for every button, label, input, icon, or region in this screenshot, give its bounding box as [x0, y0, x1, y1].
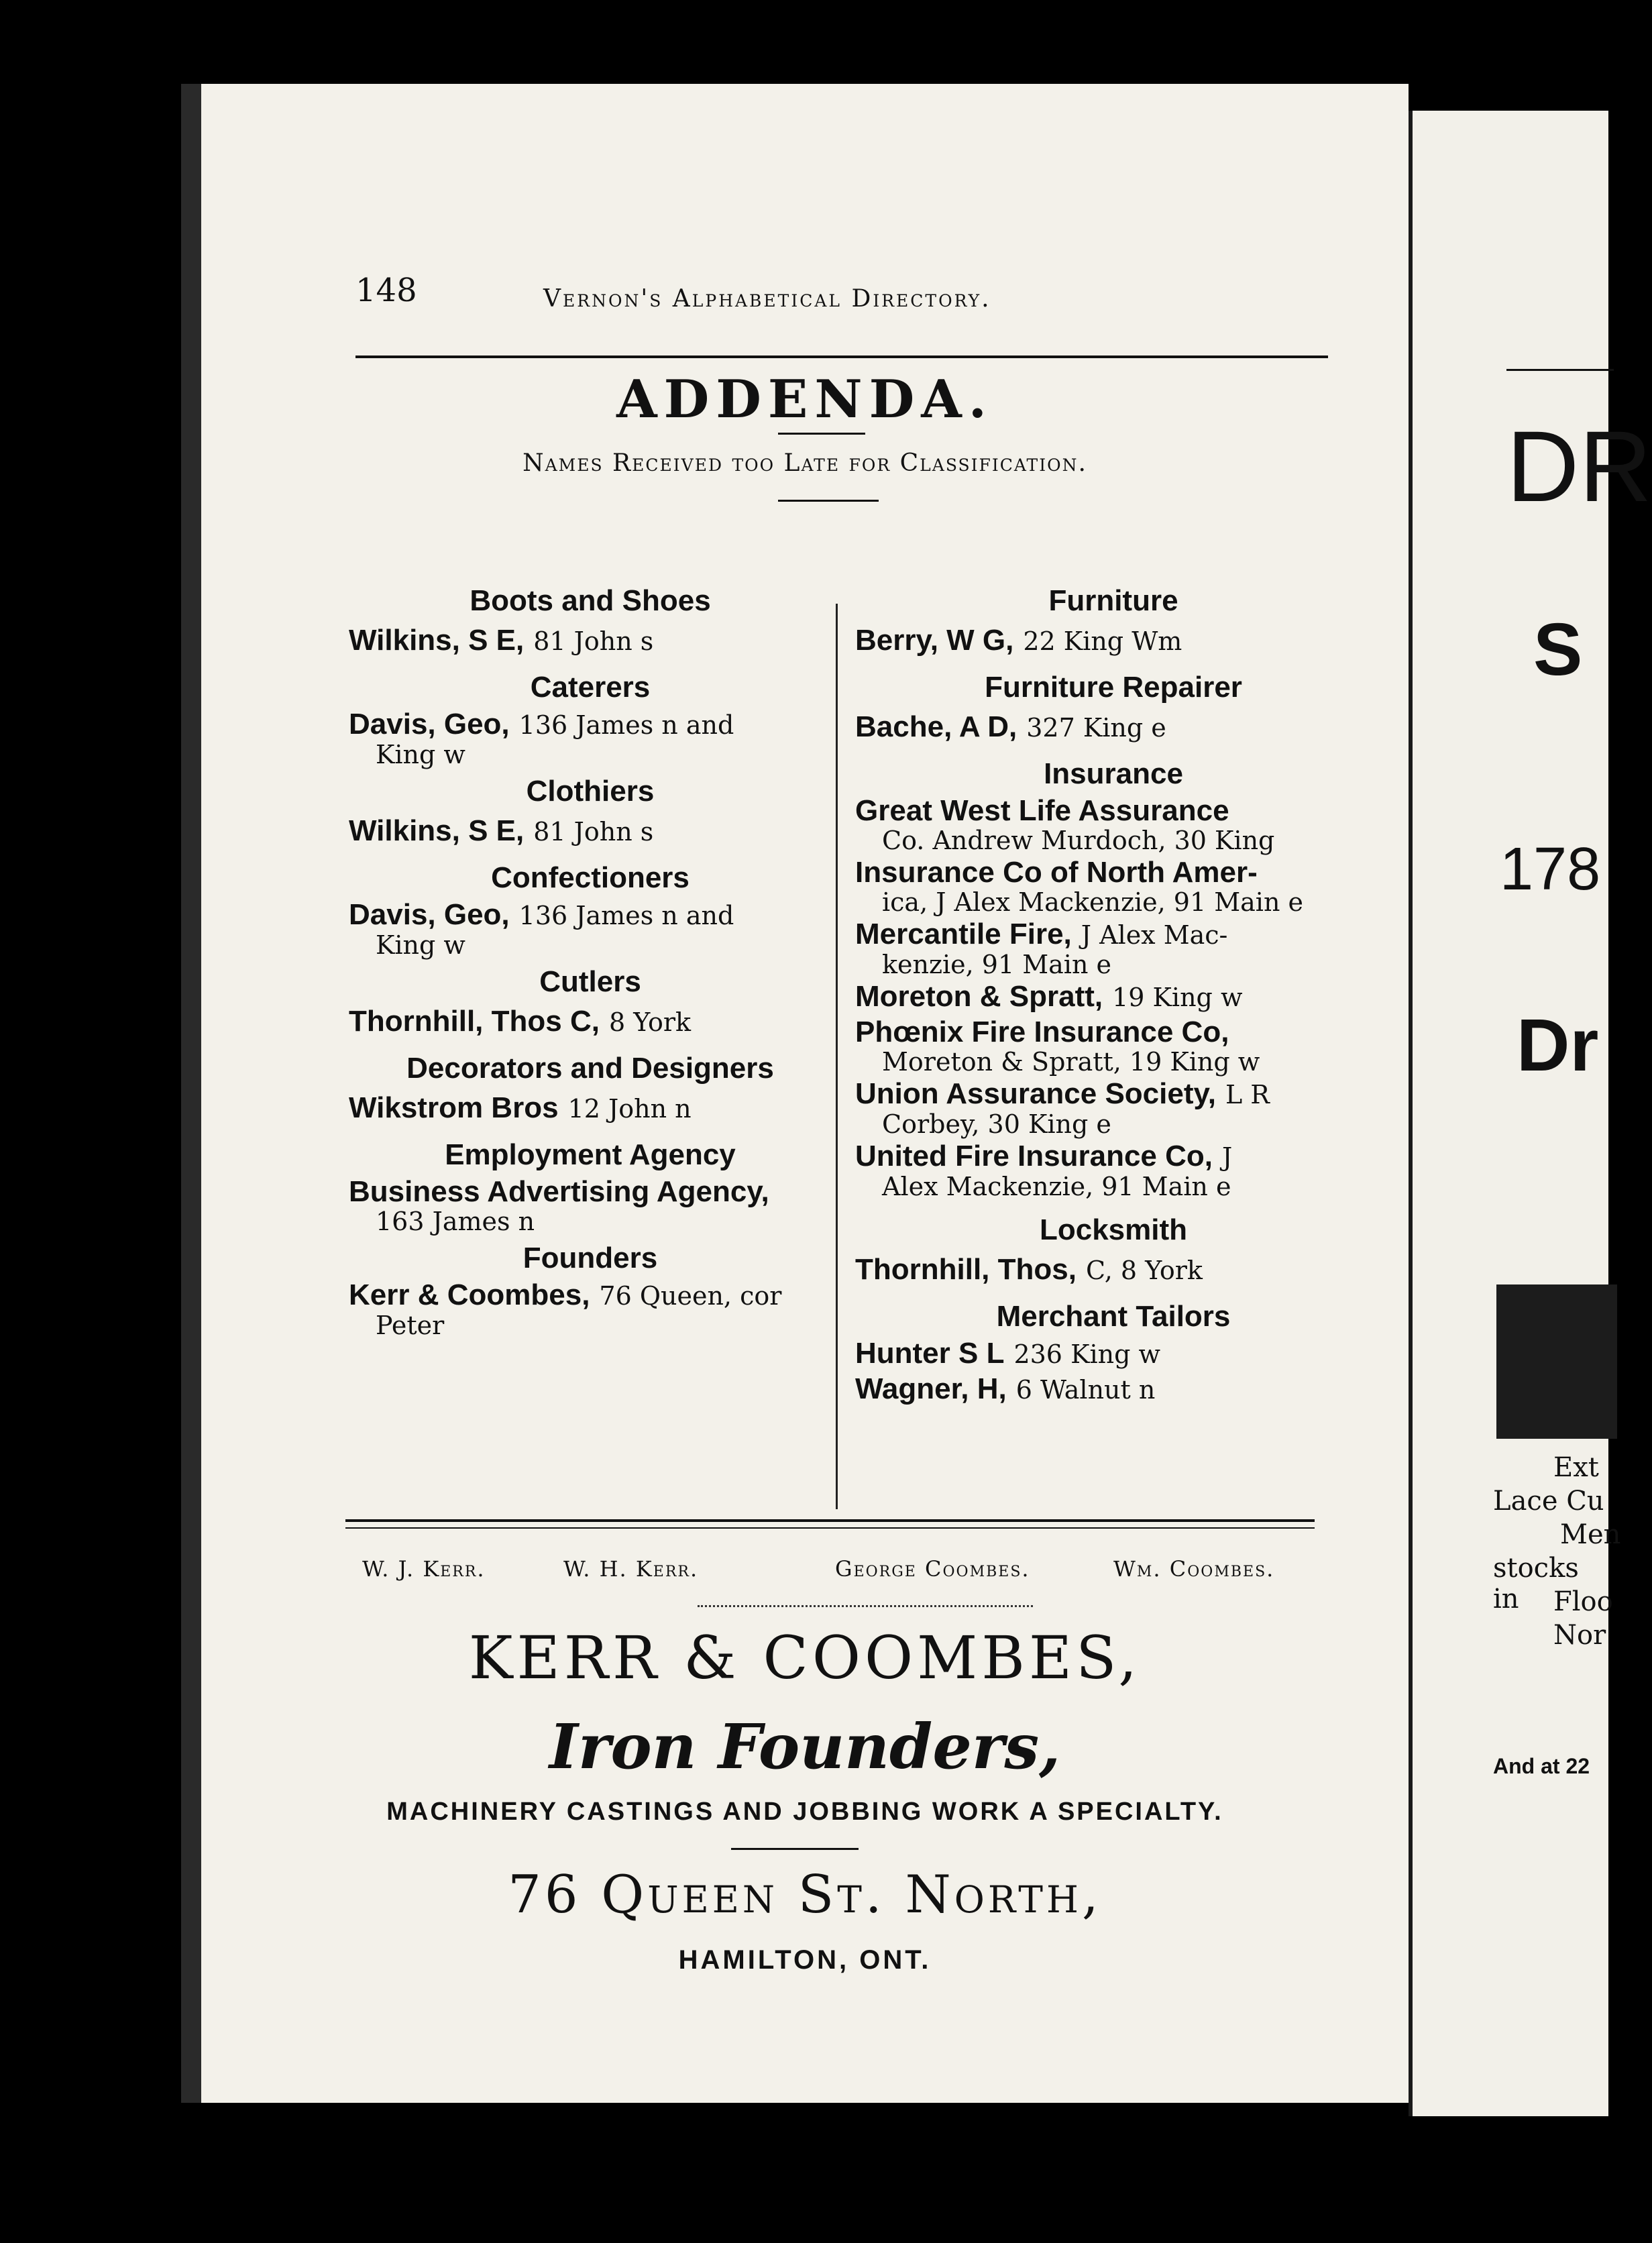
partner-name: W. J. Kerr. — [362, 1556, 486, 1582]
facing-page-text: DR — [1506, 410, 1652, 523]
directory-entry: Insurance Co of North Amer- ica, J Alex Mackenzie, 91 Main e — [855, 856, 1304, 917]
directory-entry: Davis, Geo, 136 James n and King w — [349, 898, 734, 960]
directory-entry: Bache, A D, 327 King e — [855, 710, 1166, 743]
facing-page-text: stocks in — [1493, 1553, 1579, 1615]
directory-entry: Mercantile Fire, J Alex Mac- kenzie, 91 Main e — [855, 918, 1228, 979]
category-heading: Furniture Repairer — [985, 671, 1242, 704]
directory-entry: Kerr & Coombes, 76 Queen, cor Peter — [349, 1278, 782, 1340]
directory-page — [201, 84, 1409, 2103]
directory-entry: Wilkins, S E, 81 John s — [349, 624, 654, 657]
dotted-rule — [698, 1605, 1033, 1607]
title-underline — [778, 433, 865, 435]
partner-name: W. H. Kerr. — [563, 1556, 699, 1582]
directory-entry: Moreton & Spratt, 19 King w — [855, 980, 1243, 1013]
advert-short-rule — [731, 1848, 859, 1850]
facing-page-text: S — [1533, 608, 1583, 691]
directory-entry: Great West Life Assurance Co. Andrew Murdoch, 30 King — [855, 794, 1275, 855]
right-column — [855, 580, 1372, 1409]
advert-top-rule-2 — [345, 1527, 1315, 1529]
facing-page-text: Men — [1560, 1519, 1621, 1550]
facing-page-text: Floo — [1553, 1586, 1613, 1617]
directory-entry: Wilkins, S E, 81 John s — [349, 814, 654, 847]
running-title: Vernon's Alphabetical Directory. — [543, 285, 991, 313]
addenda-subtitle: Names Received too Late for Classification. — [522, 449, 1087, 477]
facing-page-text: 178 — [1500, 836, 1601, 903]
category-heading: Insurance — [1044, 757, 1183, 790]
addenda-title: ADDENDA. — [616, 369, 993, 430]
directory-entry: Thornhill, Thos C, 8 York — [349, 1005, 692, 1038]
company-address: 76 Queen St. North, — [508, 1865, 1102, 1925]
facing-page-text: And at 22 — [1493, 1754, 1590, 1778]
facing-page-text: Ext — [1553, 1452, 1599, 1483]
directory-entry: Hunter S L 236 King w — [855, 1337, 1161, 1370]
directory-entry: Berry, W G, 22 King Wm — [855, 624, 1182, 657]
facing-page-text: Dr — [1517, 1004, 1599, 1087]
category-heading: Locksmith — [1039, 1213, 1188, 1246]
directory-entry: Union Assurance Society, L R Corbey, 30 King e — [855, 1077, 1270, 1139]
subtitle-underline — [778, 500, 879, 502]
specialty-line: MACHINERY CASTINGS AND JOBBING WORK A SPECIALTY. — [386, 1798, 1223, 1826]
directory-entry: Davis, Geo, 136 James n and King w — [349, 708, 734, 769]
header-rule — [355, 355, 1328, 358]
left-column — [349, 580, 832, 1342]
directory-entry: Wikstrom Bros 12 John n — [349, 1091, 692, 1124]
category-heading: Confectioners — [491, 861, 690, 894]
category-heading: Employment Agency — [445, 1138, 736, 1171]
category-heading: Merchant Tailors — [996, 1300, 1231, 1333]
category-heading: Decorators and Designers — [406, 1052, 774, 1085]
facing-page-text: Nor — [1553, 1620, 1606, 1651]
partner-name: George Coombes. — [835, 1556, 1030, 1582]
directory-entry: United Fire Insurance Co, J Alex Mackenzie, 91 Main e — [855, 1140, 1233, 1201]
facing-page-rule — [1506, 369, 1614, 371]
company-name: KERR & COOMBES, — [468, 1623, 1142, 1692]
facing-page-text: Lace Cu — [1493, 1486, 1604, 1517]
company-city: HAMILTON, ONT. — [678, 1945, 932, 1975]
directory-entry: Business Advertising Agency, 163 James n — [349, 1175, 769, 1236]
advert-top-rule — [345, 1519, 1315, 1522]
category-heading: Cutlers — [539, 965, 641, 998]
column-divider — [836, 604, 838, 1509]
facing-page-fragment — [1409, 111, 1652, 2116]
category-heading: Founders — [522, 1242, 658, 1274]
trade-line: Iron Founders, — [549, 1710, 1061, 1783]
directory-entry: Wagner, H, 6 Walnut n — [855, 1372, 1156, 1405]
page-number: 148 — [355, 272, 417, 309]
partner-name: Wm. Coombes. — [1113, 1556, 1275, 1582]
category-heading: Boots and Shoes — [470, 584, 711, 617]
ornamental-initial-icon — [1496, 1284, 1617, 1439]
category-heading: Clothiers — [526, 775, 655, 808]
category-heading: Furniture — [1048, 584, 1178, 617]
directory-entry: Thornhill, Thos, C, 8 York — [855, 1253, 1203, 1286]
directory-entry: Phœnix Fire Insurance Co, Moreton & Spratt, 19 King w — [855, 1016, 1260, 1077]
category-heading: Caterers — [530, 671, 651, 704]
